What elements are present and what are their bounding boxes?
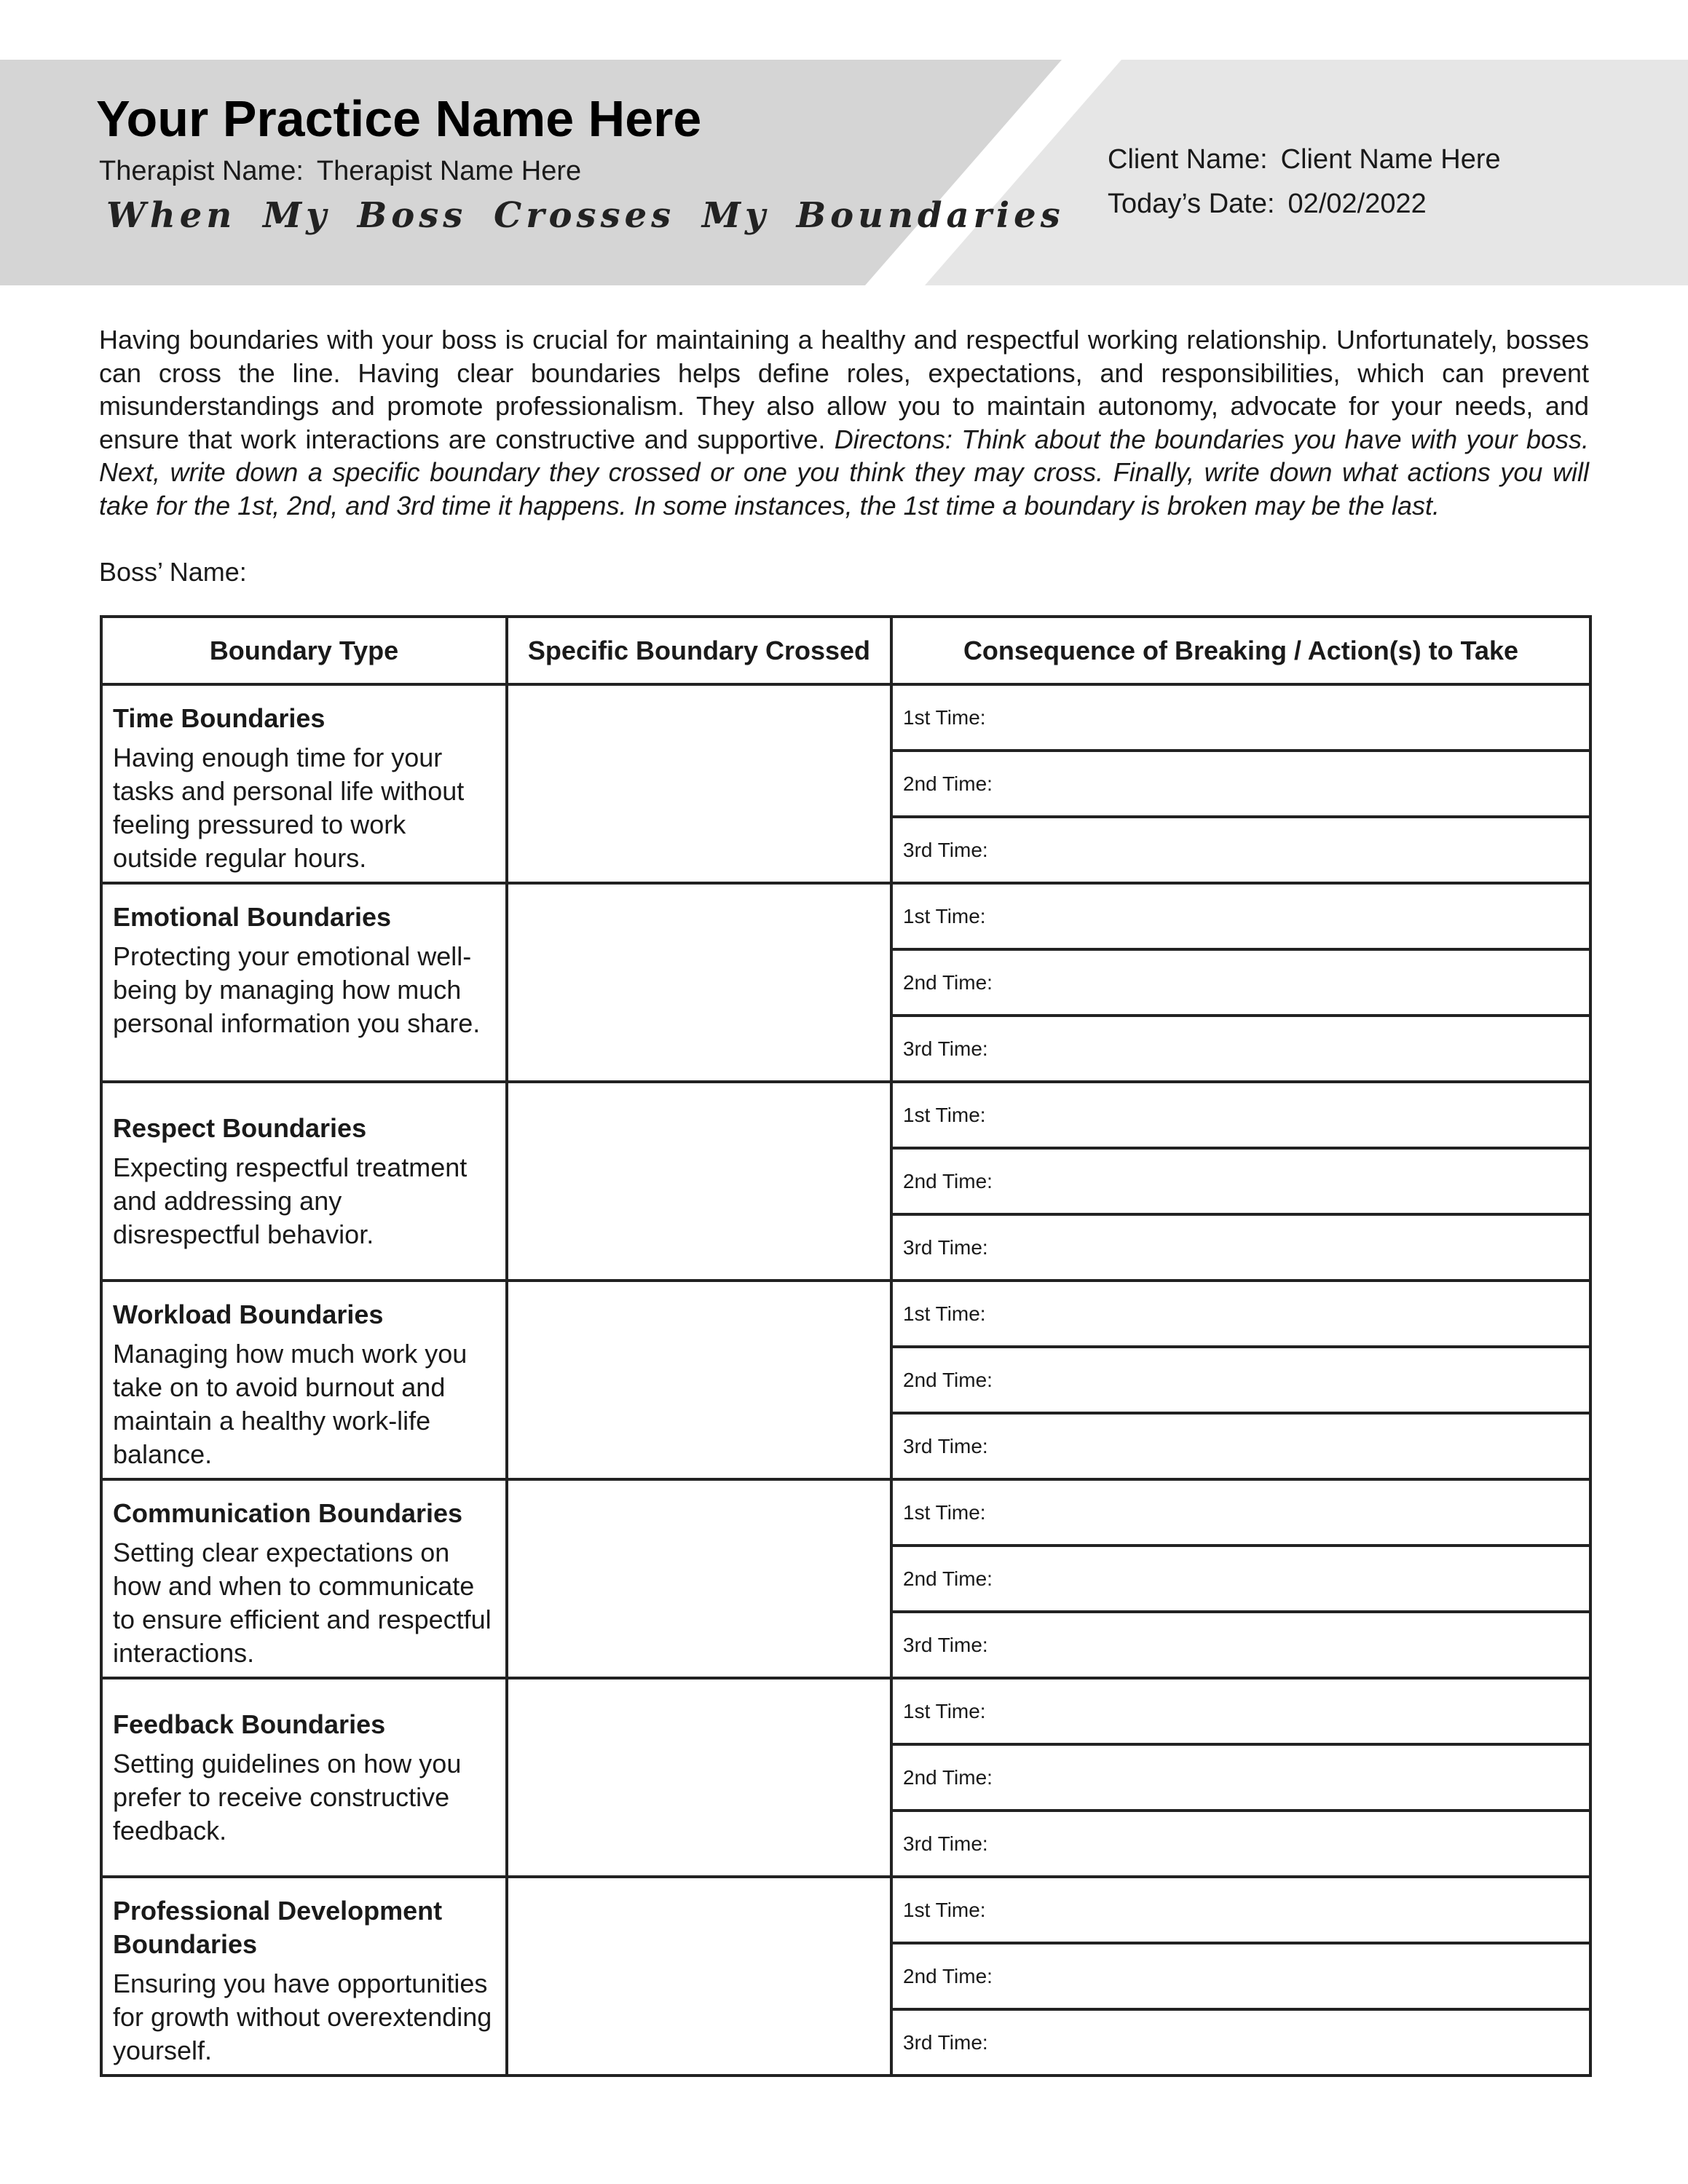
intro-body: Having boundaries with your boss is crucial for maintaining a healthy and respectful working relationship. Unfortunately, bosses can cross the line. Having clear boundaries helps define roles, expectations, and responsibilities, which can prevent misunderstandings and promote professionalism. They also allow you to maintain autonomy, advocate for your needs, and ensure that work interactions are constructive and supportive. <box>99 325 1589 454</box>
specific-boundary-field[interactable] <box>507 883 891 1082</box>
consequence-first-field[interactable]: 1st Time: <box>891 1281 1590 1347</box>
boundary-table <box>100 615 1592 2077</box>
table-row <box>101 1082 1590 1148</box>
table-row <box>101 1479 1590 1546</box>
therapist-name-field[interactable]: Therapist Name Here <box>316 156 582 186</box>
consequence-third-field[interactable]: 3rd Time: <box>891 1413 1590 1479</box>
consequence-second-field[interactable]: 2nd Time: <box>891 1546 1590 1612</box>
intro-paragraph <box>99 323 1589 522</box>
intro-directions: Directons: Think about the boundaries you have with your boss. Next, write down a specific boundary they crossed or one you think they may cross. Finally, write down what actions you will take for the 1st, 2nd, and 3rd time it happens. In some instances, the 1st time a boundary is broken may be the last. <box>99 424 1590 521</box>
boundary-type-cell <box>101 1479 507 1678</box>
consequence-first-field[interactable]: 1st Time: <box>891 1877 1590 1943</box>
consequence-third-field[interactable]: 3rd Time: <box>891 1214 1590 1281</box>
boundary-type-cell <box>101 1877 507 2076</box>
boundary-type-name: Respect Boundaries <box>113 1112 367 1143</box>
specific-boundary-field[interactable] <box>507 1281 891 1479</box>
client-row <box>1108 146 1501 173</box>
boundary-type-name: Time Boundaries <box>113 703 326 733</box>
consequence-third-field[interactable]: 3rd Time: <box>891 2009 1590 2076</box>
boundary-type-name: Workload Boundaries <box>113 1299 384 1329</box>
boundary-table-body <box>101 684 1590 2076</box>
boundary-type-desc: Having enough time for your tasks and personal life without feeling pressured to work outside regular hours. <box>113 743 465 873</box>
table-row <box>101 1877 1590 1943</box>
boundary-type-cell <box>101 1281 507 1479</box>
therapist-label: Therapist Name: <box>99 156 304 186</box>
boundary-type-cell <box>101 1082 507 1281</box>
specific-boundary-field[interactable] <box>507 1082 891 1281</box>
specific-boundary-field[interactable] <box>507 684 891 883</box>
consequence-first-field[interactable]: 1st Time: <box>891 684 1590 751</box>
consequence-third-field[interactable]: 3rd Time: <box>891 1612 1590 1678</box>
boundary-type-cell <box>101 684 507 883</box>
client-name-field[interactable]: Client Name Here <box>1280 144 1501 175</box>
practice-name: Your Practice Name Here <box>96 90 702 147</box>
consequence-first-field[interactable]: 1st Time: <box>891 1678 1590 1744</box>
table-row <box>101 1281 1590 1347</box>
consequence-first-field[interactable]: 1st Time: <box>891 1082 1590 1148</box>
worksheet-title: When My Boss Crosses My Boundaries <box>106 195 1065 236</box>
boundary-type-name: Emotional Boundaries <box>113 902 392 932</box>
boundary-type-desc: Managing how much work you take on to avoid burnout and maintain a healthy work-life balance. <box>113 1339 468 1469</box>
consequence-second-field[interactable]: 2nd Time: <box>891 1943 1590 2009</box>
header-consequence: Consequence of Breaking / Action(s) to Take <box>891 617 1590 684</box>
client-label: Client Name: <box>1108 144 1268 175</box>
consequence-second-field[interactable]: 2nd Time: <box>891 1744 1590 1811</box>
table-header-row <box>101 617 1590 684</box>
consequence-third-field[interactable]: 3rd Time: <box>891 1811 1590 1877</box>
specific-boundary-field[interactable] <box>507 1479 891 1678</box>
therapist-row <box>99 157 581 185</box>
date-label: Today’s Date: <box>1108 189 1275 219</box>
boundary-type-name: Professional Development Boundaries <box>113 1896 443 1959</box>
consequence-second-field[interactable]: 2nd Time: <box>891 1148 1590 1214</box>
header-boundary-type: Boundary Type <box>101 617 507 684</box>
table-row <box>101 684 1590 751</box>
date-field[interactable]: 02/02/2022 <box>1287 189 1427 219</box>
specific-boundary-field[interactable] <box>507 1877 891 2076</box>
consequence-first-field[interactable]: 1st Time: <box>891 1479 1590 1546</box>
boundary-type-desc: Setting clear expectations on how and when to communicate to ensure efficient and respectful interactions. <box>113 1538 492 1668</box>
boundary-type-desc: Ensuring you have opportunities for growth without overextending yourself. <box>113 1969 492 2065</box>
boundary-type-name: Feedback Boundaries <box>113 1709 386 1739</box>
table-row <box>101 1678 1590 1744</box>
header-specific-boundary: Specific Boundary Crossed <box>507 617 891 684</box>
table-row <box>101 883 1590 949</box>
boundary-type-desc: Setting guidelines on how you prefer to receive constructive feedback. <box>113 1748 462 1845</box>
consequence-third-field[interactable]: 3rd Time: <box>891 817 1590 883</box>
boundary-type-cell <box>101 883 507 1082</box>
boss-name-label: Boss’ Name: <box>99 557 247 587</box>
consequence-first-field[interactable]: 1st Time: <box>891 883 1590 949</box>
date-row <box>1108 190 1427 218</box>
boundary-type-name: Communication Boundaries <box>113 1498 463 1528</box>
boundary-type-cell <box>101 1678 507 1877</box>
consequence-second-field[interactable]: 2nd Time: <box>891 751 1590 817</box>
consequence-second-field[interactable]: 2nd Time: <box>891 1347 1590 1413</box>
specific-boundary-field[interactable] <box>507 1678 891 1877</box>
consequence-second-field[interactable]: 2nd Time: <box>891 949 1590 1016</box>
boundary-type-desc: Expecting respectful treatment and addressing any disrespectful behavior. <box>113 1152 468 1249</box>
boundary-type-desc: Protecting your emotional well-being by managing how much personal information you share. <box>113 941 481 1038</box>
consequence-third-field[interactable]: 3rd Time: <box>891 1016 1590 1082</box>
